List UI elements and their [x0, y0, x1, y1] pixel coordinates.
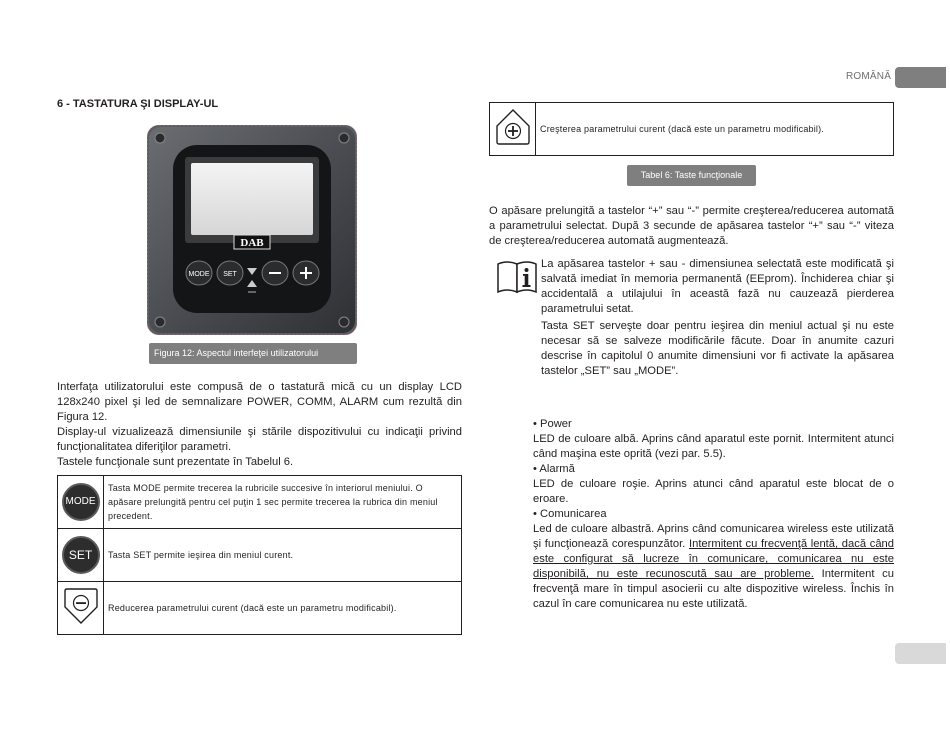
- minus-key-icon: [62, 587, 100, 625]
- page-number-tab: [895, 643, 946, 664]
- note-box: [541, 257, 894, 379]
- info-book-icon: [496, 258, 538, 294]
- figure-set-key: SET: [223, 271, 237, 278]
- comm-led-desc: Led de culoare albastră. Aprins când comunicarea wireless este utilizată şi funcţionează corespunzător. Intermitent cu frecvenţă lentă, dacă când este configurat să lucreze în comunicare, comunicarea nu este disponibilă, nu este recunoscută sau are probleme. Intermitent cu frecvenţă mare în timpul asocierii cu alte dispozitive wireless. Închis în cazul în care comunicarea nu este utilizată.: [533, 523, 894, 610]
- figure-mode-key: MODE: [188, 271, 210, 278]
- brand-logo: DAB: [240, 237, 264, 249]
- alarm-led-title: • Alarmă: [533, 463, 575, 475]
- plus-key-icon: [494, 108, 532, 146]
- function-keys-table-left: [57, 475, 462, 635]
- interface-paragraph-1: Interfaţa utilizatorului este compusă de o tastatură mică cu un display LCD 128x240 pixel şi led de semnalizare POWER, COMM, ALARM cum rezultă din Figura 12.: [57, 381, 462, 423]
- language-tab: [895, 67, 946, 88]
- interface-paragraph-3: Tastele funcţionale sunt prezentate în Tabelul 6.: [57, 456, 294, 468]
- note-paragraph-2: Tasta SET serveşte doar pentru ieşirea din meniul actual şi nu este necesar să se salveze modificările făcute. Doar în anumite cazuri descrise în capitolul 0 anumite dimensiuni vor fi activate la apăsarea tastelor „SET” sau „MODE”.: [541, 320, 894, 377]
- mode-key-description: Tasta MODE permite trecerea la rubricile succesive în interiorul meniului. O apăsare prelungită pentru cel puţin 1 sec permite trecerea la rubrica din meniul precedent.: [104, 476, 462, 529]
- table-row: [490, 103, 894, 156]
- power-led-desc: LED de culoare albă. Aprins când aparatul este pornit. Intermitent atunci când maşina este oprită (vezi par. 5.5).: [533, 433, 894, 460]
- set-key-icon: SET: [62, 536, 100, 574]
- note-paragraph-1: La apăsarea tastelor + sau - dimensiunea selectată este modificată şi salvată imediat în memoria permanentă (EEprom). Închiderea chiar şi accidentală a utilajului în această fază nu cauzează pierderea parametrului setat.: [541, 258, 894, 315]
- alarm-led-desc: LED de culoare roşie. Aprins atunci când aparatul este blocat de o eroare.: [533, 478, 894, 505]
- plus-key-description: Creşterea parametrului curent (dacă este un parametru modificabil).: [536, 103, 894, 156]
- language-label: ROMÂNĂ: [846, 71, 892, 82]
- comm-led-title: • Comunicarea: [533, 508, 607, 520]
- table-row: [58, 529, 462, 582]
- interface-paragraph-2: Display-ul vizualizează dimensiunile şi stările dispozitivului cu indicaţii privind funcţionalitatea diferiţilor parametri.: [57, 426, 462, 453]
- control-panel-illustration: [147, 125, 357, 335]
- long-press-paragraph: O apăsare prelungită a tastelor “+” sau “-” permite creşterea/reducerea automată a parametrului selectat. După 3 secunde de apăsarea tastelor “+” sau “-” viteza de creşterea/reducerea automată augmentează.: [489, 205, 894, 247]
- table-row: [58, 476, 462, 529]
- minus-key-description: Reducerea parametrului curent (dacă este un parametru modificabil).: [104, 582, 462, 635]
- function-keys-table-right: [489, 102, 894, 156]
- interface-description: [57, 380, 462, 470]
- led-description: [533, 417, 894, 612]
- interface-figure: [147, 125, 357, 335]
- power-led-title: • Power: [533, 418, 572, 430]
- table-caption: Tabel 6: Taste funcţionale: [627, 165, 756, 186]
- mode-key-icon: MODE: [62, 483, 100, 521]
- comm-led-underlined: Intermitent cu frecvenţă lentă, dacă când este configurat să lucreze în comunicare, comunicarea nu este disponibilă, nu este recunoscută sau are probleme.: [533, 538, 894, 580]
- table-row: [58, 582, 462, 635]
- figure-caption: Figura 12: Aspectul interfeţei utilizatorului: [149, 343, 357, 364]
- set-key-description: Tasta SET permite ieşirea din meniul curent.: [104, 529, 462, 582]
- section-title: 6 - TASTATURA ŞI DISPLAY-UL: [57, 98, 219, 110]
